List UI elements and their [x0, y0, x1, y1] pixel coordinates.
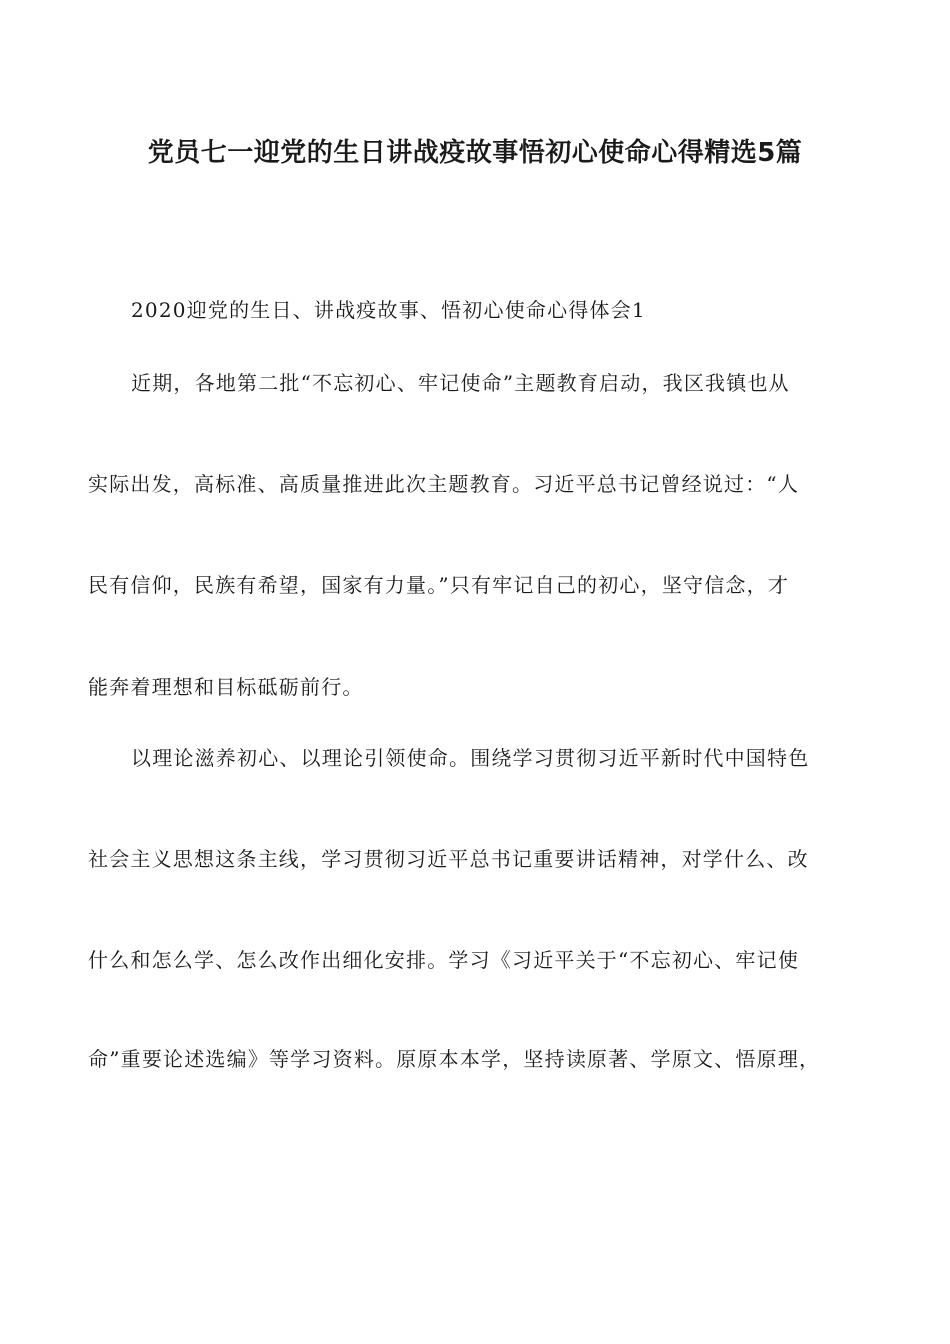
paragraph-line: 什么和怎么学、怎么改作出细化安排。学习《习近平关于“不忘初心、牢记使	[88, 948, 800, 972]
paragraph-line: 命”重要论述选编》等学习资料。原原本本学，坚持读原著、学原文、悟原理，	[88, 1047, 821, 1071]
paragraph-line: 民有信仰，民族有希望，国家有力量。”只有牢记自己的初心，坚守信念，才	[88, 573, 790, 597]
section-heading: 2020迎党的生日、讲战疫故事、悟初心使命心得体会1	[131, 298, 646, 322]
document-title: 党员七一迎党的生日讲战疫故事悟初心使命心得精选5篇	[147, 138, 803, 168]
paragraph-line: 以理论滋养初心、以理论引领使命。围绕学习贯彻习近平新时代中国特色	[131, 746, 810, 770]
paragraph-line: 社会主义思想这条主线，学习贯彻习近平总书记重要讲话精神，对学什么、改	[88, 847, 809, 871]
paragraph-line: 近期，各地第二批“不忘初心、牢记使命”主题教育启动，我区我镇也从	[131, 371, 790, 395]
paragraph-line: 实际出发，高标准、高质量推进此次主题教育。习近平总书记曾经说过：“人	[88, 472, 800, 496]
paragraph-line: 能奔着理想和目标砥砺前行。	[88, 675, 364, 699]
